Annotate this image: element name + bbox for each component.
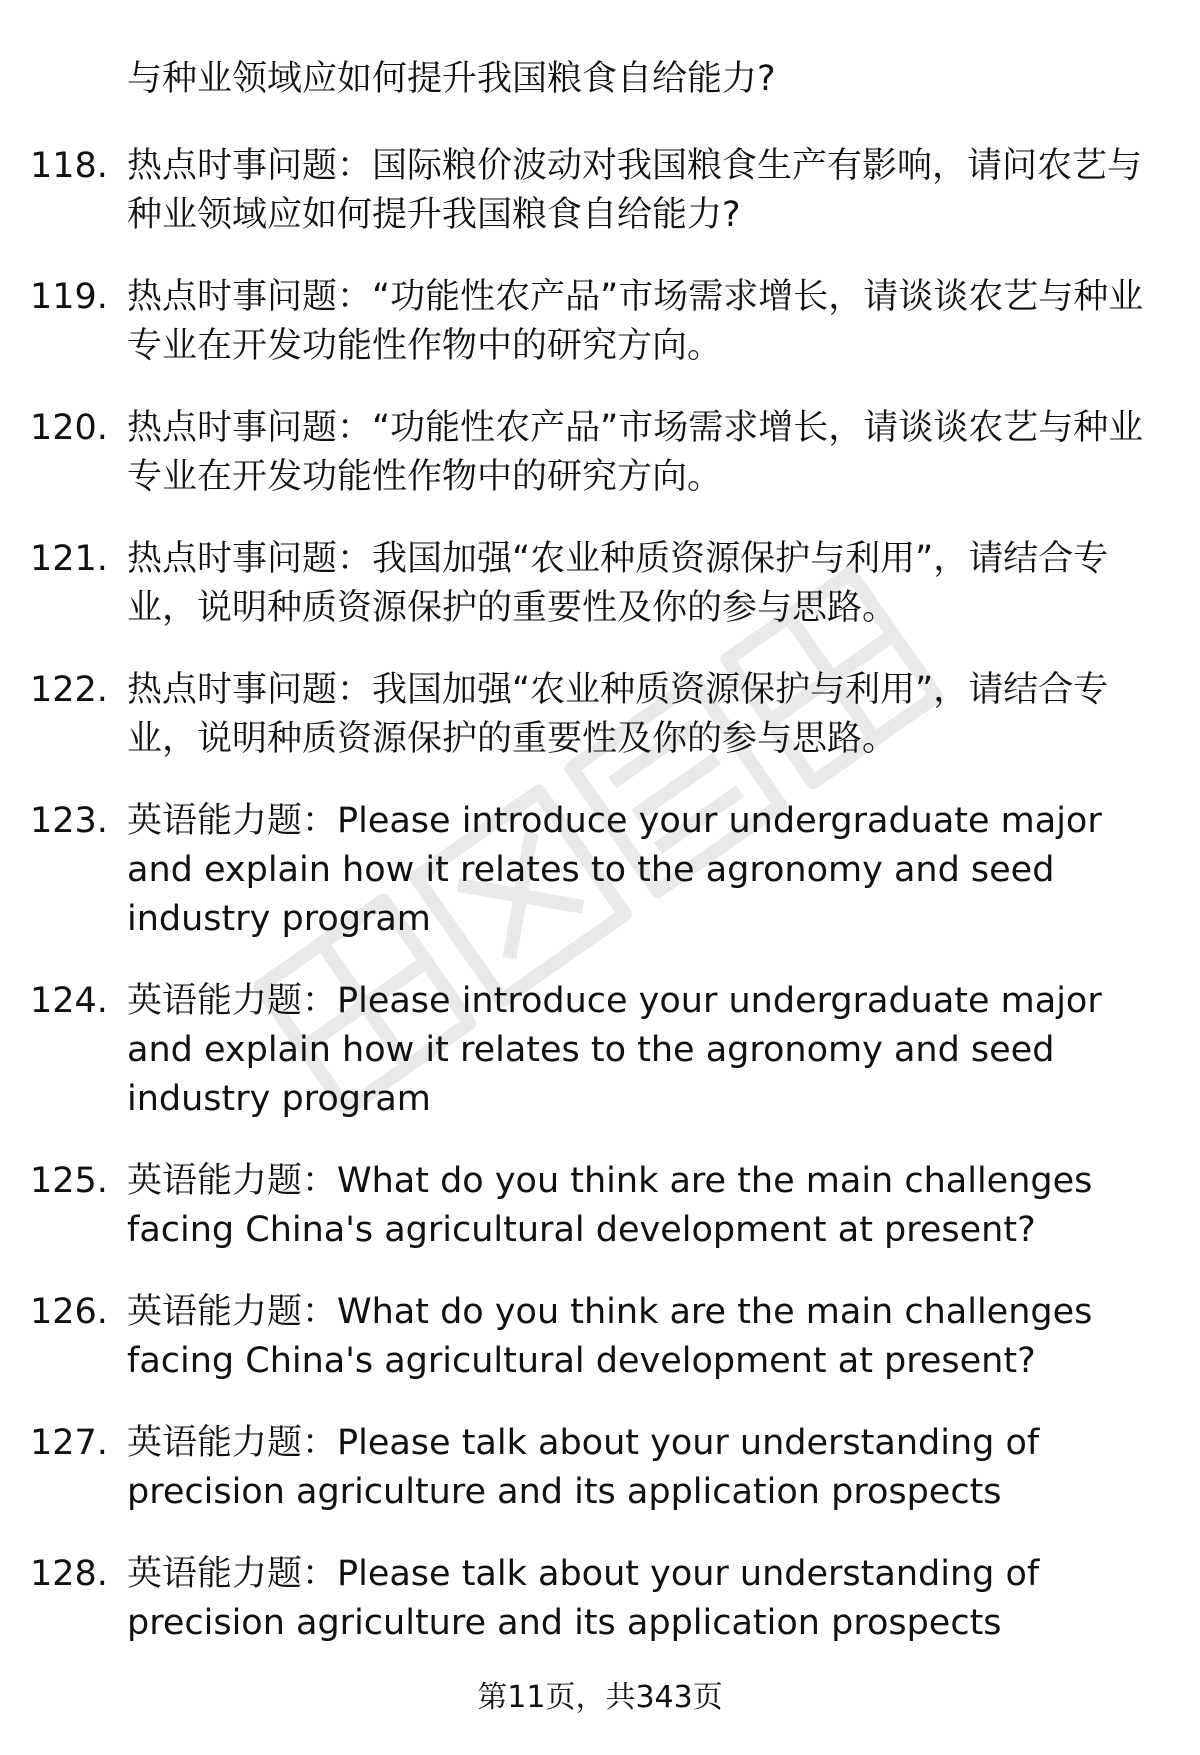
- list-item: [30, 273, 1170, 371]
- question-list: [30, 55, 1170, 1681]
- question-number: 121.: [30, 539, 108, 579]
- continued-question-text: 与种业领域应如何提升我国粮食自给能力?: [127, 59, 776, 99]
- question-number: 120.: [30, 408, 108, 448]
- list-item: [30, 666, 1170, 764]
- list-item: [30, 142, 1170, 240]
- list-item: [30, 1157, 1170, 1255]
- list-item: [30, 1288, 1170, 1386]
- question-number: 125.: [30, 1161, 108, 1201]
- question-text: 热点时事问题：我国加强“农业种质资源保护与利用”，请结合专业，说明种质资源保护的重要性及你的参与思路。: [127, 539, 1109, 628]
- list-item: [30, 1550, 1170, 1648]
- question-text: 英语能力题：Please talk about your understanding of precision agriculture and its application prospects: [127, 1423, 1040, 1512]
- question-text: 英语能力题：What do you think are the main challenges facing China's agricultural development at present?: [127, 1161, 1093, 1250]
- list-item: [30, 977, 1170, 1124]
- question-text: 英语能力题：Please talk about your understanding of precision agriculture and its application prospects: [127, 1554, 1040, 1643]
- question-number: 127.: [30, 1423, 108, 1463]
- question-text: 英语能力题：What do you think are the main challenges facing China's agricultural development at present?: [127, 1292, 1093, 1381]
- list-item: [30, 535, 1170, 633]
- list-item: [30, 404, 1170, 502]
- question-text: 英语能力题：Please introduce your undergraduate major and explain how it relates to the agronomy and seed industry program: [127, 981, 1102, 1119]
- question-text: 热点时事问题：国际粮价波动对我国粮食生产有影响，请问农艺与种业领域应如何提升我国粮食自给能力?: [127, 146, 1143, 235]
- question-number: 123.: [30, 801, 108, 841]
- question-number: 122.: [30, 670, 108, 710]
- question-number: 124.: [30, 981, 108, 1021]
- question-text: 英语能力题：Please introduce your undergraduate major and explain how it relates to the agronomy and seed industry program: [127, 801, 1102, 939]
- question-number: 126.: [30, 1292, 108, 1332]
- question-number: 128.: [30, 1554, 108, 1594]
- question-text: 热点时事问题：“功能性农产品”市场需求增长，请谈谈农艺与种业专业在开发功能性作物中的研究方向。: [127, 277, 1144, 366]
- question-text: 热点时事问题：我国加强“农业种质资源保护与利用”，请结合专业，说明种质资源保护的重要性及你的参与思路。: [127, 670, 1109, 759]
- list-item: [30, 1419, 1170, 1517]
- question-number: 119.: [30, 277, 108, 317]
- question-number: 118.: [30, 146, 108, 186]
- page-number-footer: 第11页，共343页: [477, 1680, 723, 1715]
- list-item: [30, 797, 1170, 944]
- question-text: 热点时事问题：“功能性农产品”市场需求增长，请谈谈农艺与种业专业在开发功能性作物中的研究方向。: [127, 408, 1144, 497]
